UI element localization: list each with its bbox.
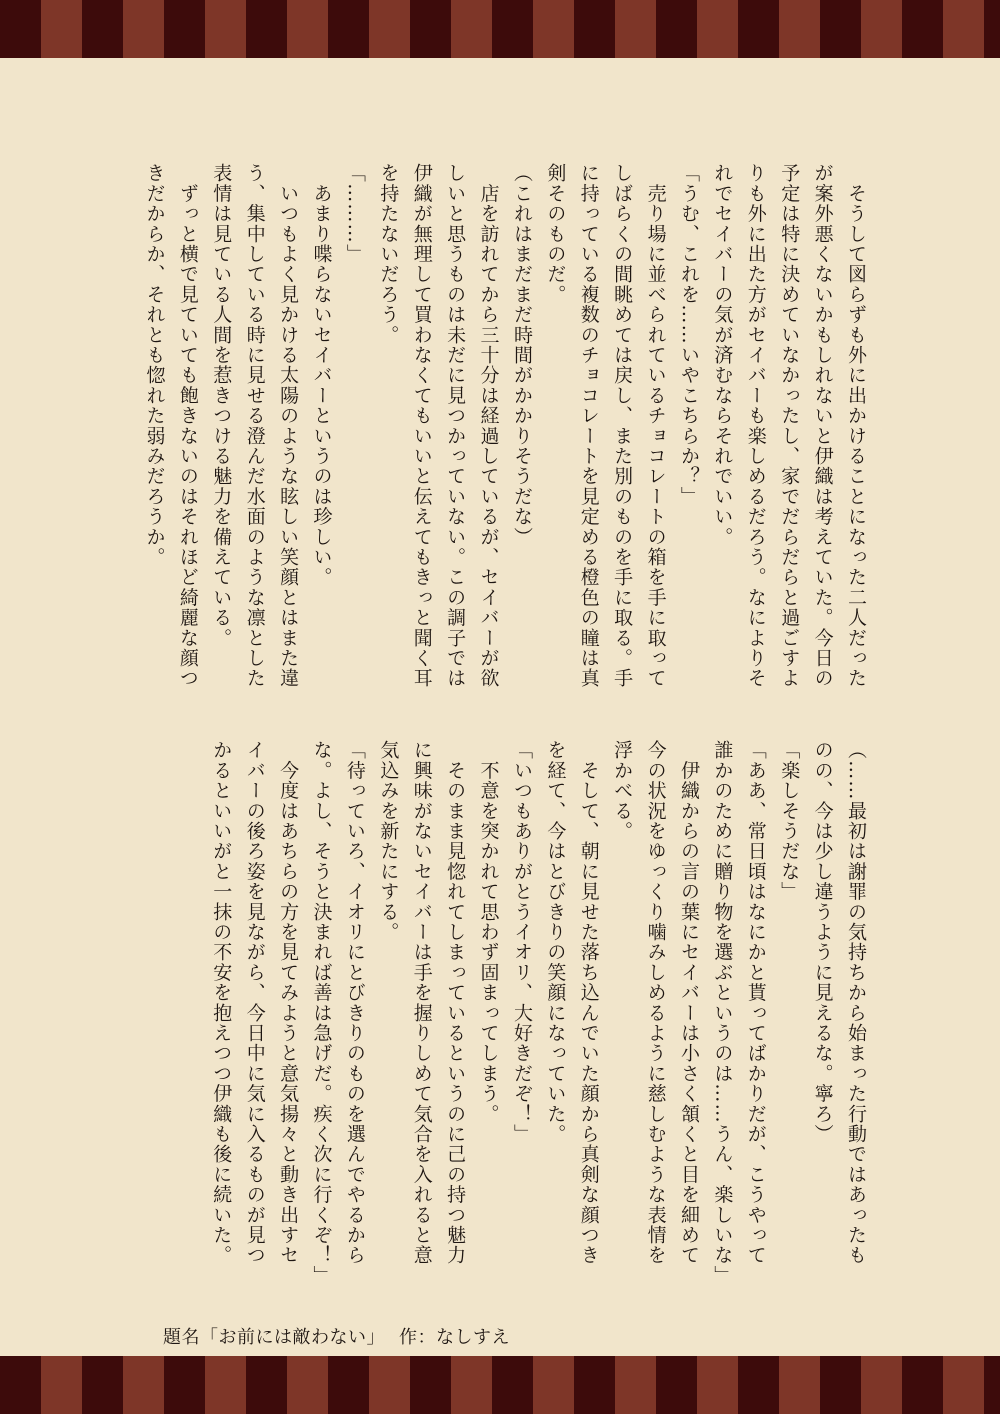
text-line: を持たないだろう。 <box>377 163 400 345</box>
bottom-stripe-border <box>0 1356 1000 1414</box>
text-line: 「楽しそうだな」 <box>778 740 801 902</box>
text-line: 予定は特に決めていなかったし、家でだらだらと過ごすよ <box>778 163 801 689</box>
text-line: 「ああ、常日頃はなにかと貰ってばかりだが、こうやって <box>744 740 767 1266</box>
text-line: 「………」 <box>343 163 366 264</box>
text-line: を経て、今はとびきりの笑顔になっていた。 <box>544 740 567 1144</box>
text-line: いつもよく見かける太陽のような眩しい笑顔とはまた違 <box>277 163 300 689</box>
story-title: 題名「お前には敵わない」 <box>163 1327 385 1348</box>
text-line: な。よし、そうと決まれば善は急げだ。疾く次に行くぞ！」 <box>310 740 333 1286</box>
text-line: かるといいがと一抹の不安を抱えつつ伊織も後に続いた。 <box>210 740 233 1266</box>
text-line: そのまま見惚れてしまっているというのに己の持つ魅力 <box>444 740 467 1266</box>
text-line: 「待っていろ、イオリにとびきりのものを選んでやるから <box>343 740 366 1266</box>
text-line: 表情は見ている人間を惹きつける魅力を備えている。 <box>210 163 233 648</box>
text-line: 売り場に並べられているチョコレートの箱を手に取って <box>644 163 667 689</box>
story-text-upper <box>112 163 872 723</box>
text-line: 店を訪れてから三十分は経過しているが、セイバーが欲 <box>477 163 500 689</box>
text-line: きだからか、それとも惚れた弱みだろうか。 <box>143 163 166 567</box>
text-line: （これはまだまだ時間がかかりそうだな） <box>510 163 533 547</box>
text-line: が案外悪くないかもしれないと伊織は考えていた。今日の <box>811 163 834 689</box>
text-line: 誰かのために贈り物を選ぶというのは……うん、楽しいな」 <box>711 740 734 1286</box>
text-line: のの、今は少し違うように見えるな。寧ろ） <box>811 740 834 1144</box>
text-line: イバーの後ろ姿を見ながら、今日中に気に入るものが見つ <box>243 740 266 1266</box>
text-line: あまり喋らないセイバーというのは珍しい。 <box>310 163 333 588</box>
story-text-lower <box>112 740 872 1300</box>
text-line: （……最初は謝罪の気持ちから始まった行動ではあったも <box>845 740 867 1266</box>
text-line: に持っている複数のチョコレートを見定める橙色の瞳は真 <box>577 163 600 689</box>
text-line: そうして図らずも外に出かけることになった二人だった <box>845 163 867 689</box>
text-line: ずっと横で見ていても飽きないのはそれほど綺麗な顔つ <box>176 163 199 689</box>
text-line: 今度はあちらの方を見てみようと意気揚々と動き出すセ <box>277 740 300 1266</box>
text-line: 不意を突かれて思わず固まってしまう。 <box>477 740 500 1124</box>
story-author: 作：なしすえ <box>399 1327 510 1348</box>
text-line: しいと思うものは未だに見つかっていない。この調子では <box>444 163 467 689</box>
text-line: 気込みを新たにする。 <box>377 740 400 942</box>
text-line: りも外に出た方がセイバーも楽しめるだろう。なによりそ <box>744 163 767 689</box>
text-line: 今の状況をゆっくり噛みしめるように慈しむような表情を <box>644 740 667 1266</box>
text-line: 剣そのものだ。 <box>544 163 567 305</box>
text-line: う、集中している時に見せる澄んだ水面のような凛とした <box>243 163 266 689</box>
text-line: 浮かべる。 <box>611 740 634 841</box>
text-line: 伊織が無理して買わなくてもいいと伝えてもきっと聞く耳 <box>410 163 433 689</box>
footer-credit <box>163 1323 524 1349</box>
text-line: 「うむ、これを……いやこちらか？」 <box>677 163 700 507</box>
text-line: に興味がないセイバーは手を握りしめて気合を入れると意 <box>410 740 433 1266</box>
text-line: しばらくの間眺めては戻し、また別のものを手に取る。手 <box>611 163 634 689</box>
text-line: 伊織からの言の葉にセイバーは小さく頷くと目を細めて <box>677 740 700 1266</box>
top-stripe-border <box>0 0 1000 58</box>
text-line: 「いつもありがとうイオリ、大好きだぞ！」 <box>510 740 533 1144</box>
text-line: そして、朝に見せた落ち込んでいた顔から真剣な顔つき <box>577 740 600 1266</box>
text-line: れでセイバーの気が済むならそれでいい。 <box>711 163 734 547</box>
